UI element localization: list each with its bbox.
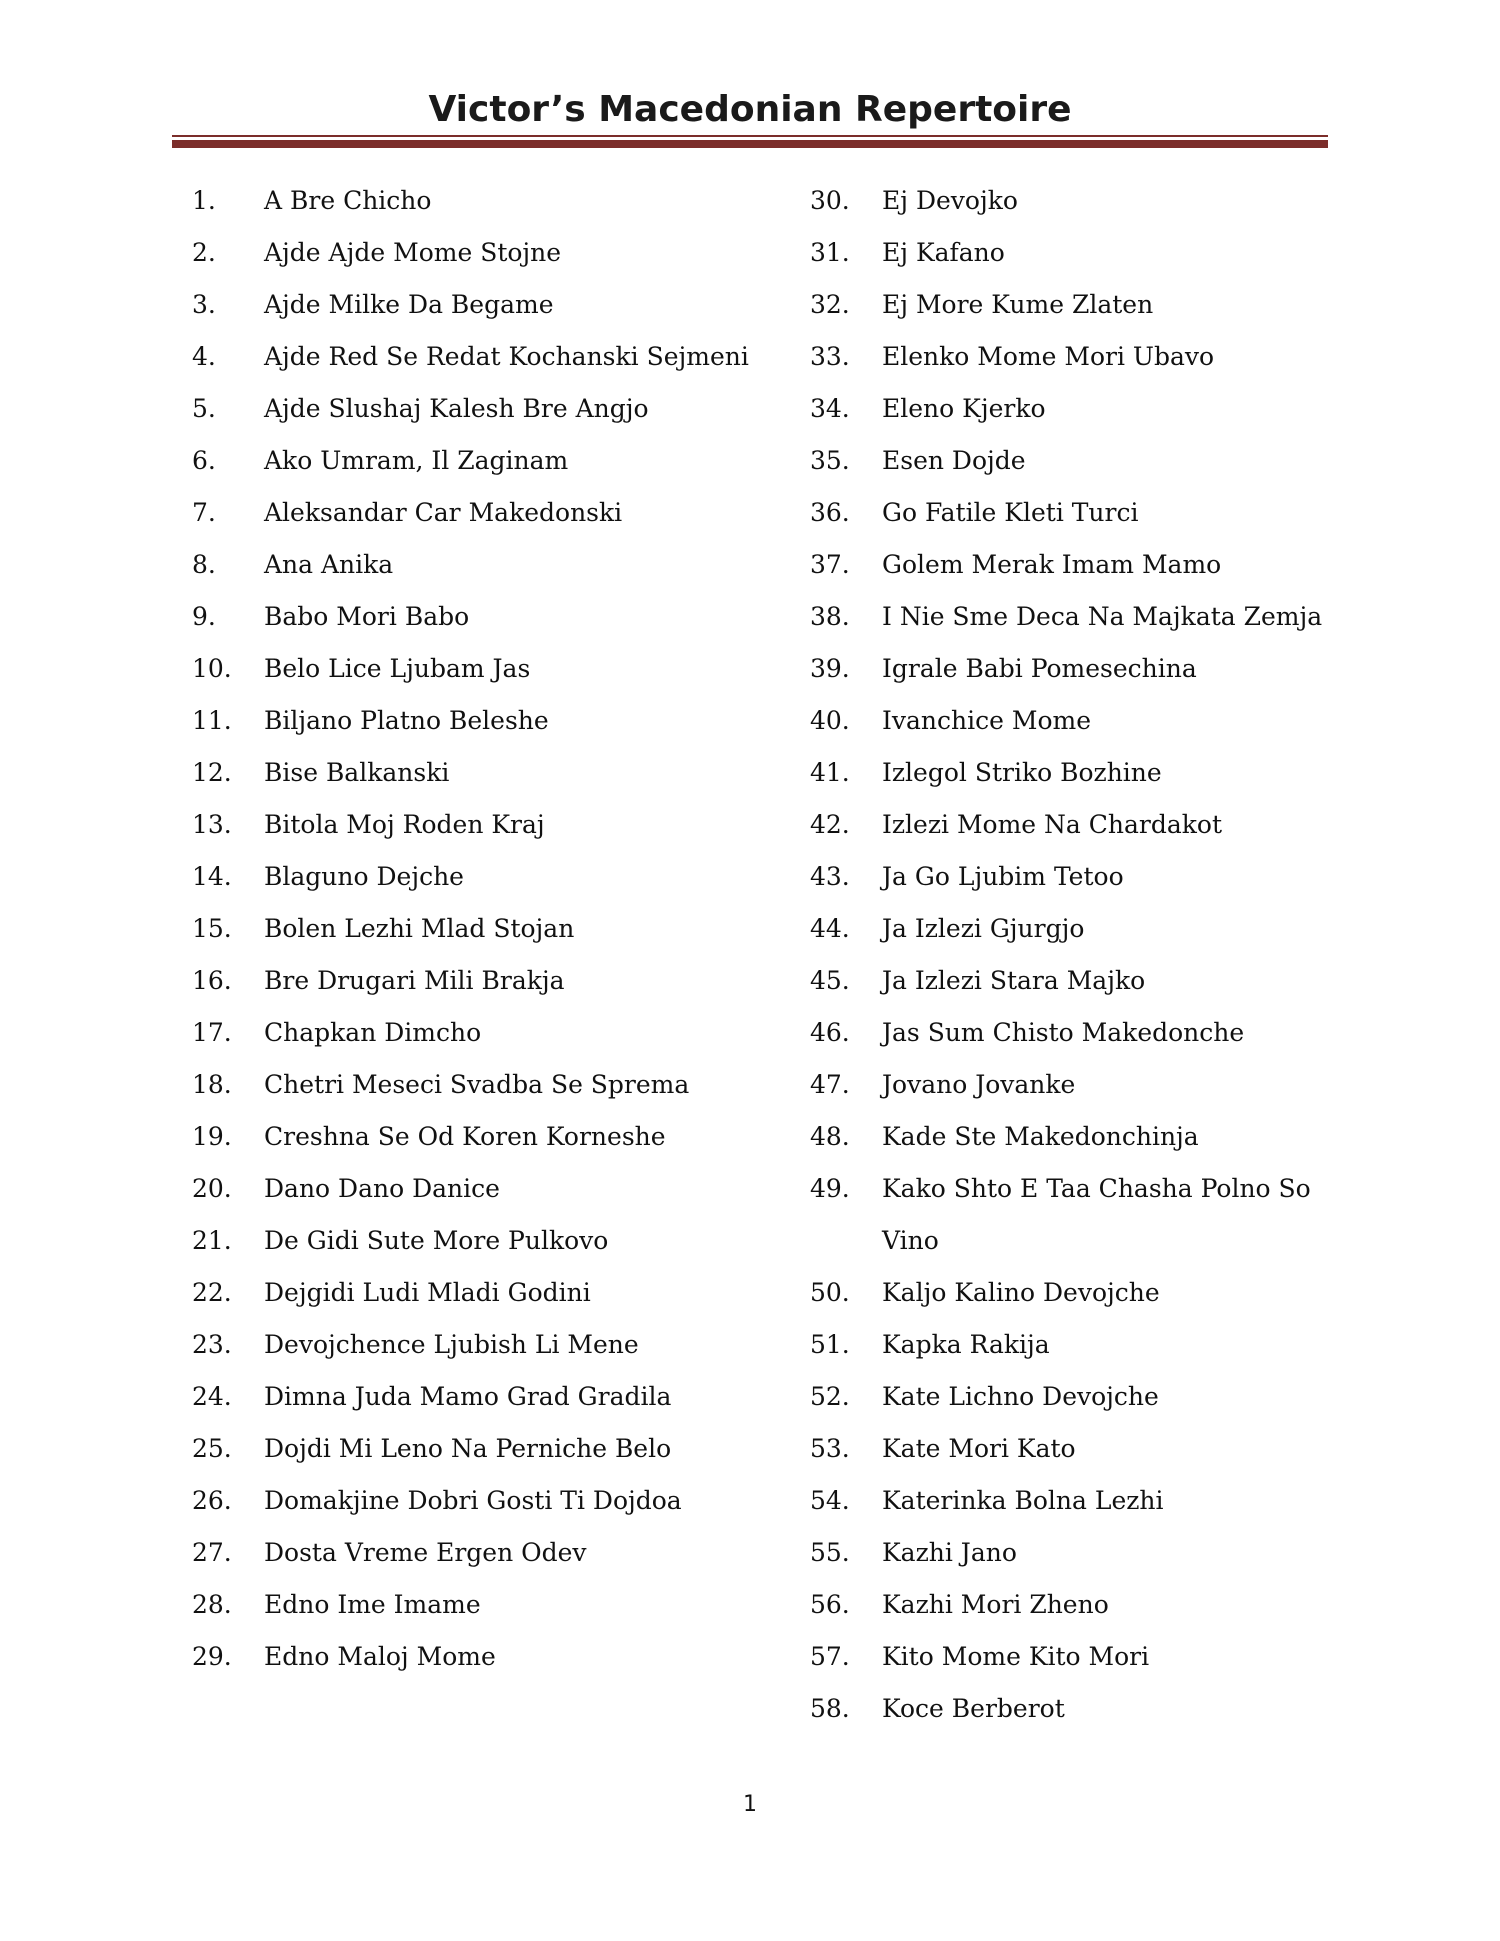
song-title: Ej Kafano [882, 238, 1005, 267]
song-list-item [810, 1319, 1330, 1371]
song-number: 50. [810, 1278, 850, 1307]
song-list-item [810, 1059, 1330, 1111]
song-list-item [192, 1215, 792, 1267]
song-title: Kazhi Mori Zheno [882, 1590, 1109, 1619]
song-title: Dosta Vreme Ergen Odev [264, 1538, 587, 1567]
song-title: Izlegol Striko Bozhine [882, 758, 1162, 787]
song-list-item [810, 851, 1330, 903]
song-list-item [810, 1371, 1330, 1423]
song-title: Edno Maloj Mome [264, 1642, 496, 1671]
page-title: Victor’s Macedonian Repertoire [428, 89, 1072, 130]
song-title: Bitola Moj Roden Kraj [264, 810, 545, 839]
song-list-item [810, 643, 1330, 695]
song-number: 22. [192, 1278, 232, 1307]
song-list-item [192, 331, 792, 383]
song-list-item [192, 1111, 792, 1163]
song-number: 5. [192, 394, 216, 423]
song-number: 57. [810, 1642, 850, 1671]
song-list-item [810, 1111, 1330, 1163]
song-list-item [810, 1631, 1330, 1683]
song-number: 42. [810, 810, 850, 839]
song-number: 13. [192, 810, 232, 839]
song-title: Belo Lice Ljubam Jas [264, 654, 531, 683]
song-title: Aleksandar Car Makedonski [264, 498, 623, 527]
song-number: 54. [810, 1486, 850, 1515]
song-number: 8. [192, 550, 216, 579]
song-title: Edno Ime Imame [264, 1590, 481, 1619]
song-title: I Nie Sme Deca Na Majkata Zemja [882, 602, 1323, 631]
song-list-item [810, 279, 1330, 331]
song-title: Ja Izlezi Stara Majko [882, 966, 1146, 995]
song-number: 53. [810, 1434, 850, 1463]
song-title: Bre Drugari Mili Brakja [264, 966, 565, 995]
song-title: Koce Berberot [882, 1694, 1065, 1723]
song-list-item [810, 1007, 1330, 1059]
song-list-item [192, 747, 792, 799]
song-list-item [192, 1475, 792, 1527]
song-number: 17. [192, 1018, 232, 1047]
song-list-item [810, 487, 1330, 539]
song-number: 12. [192, 758, 232, 787]
song-number: 23. [192, 1330, 232, 1359]
song-number: 3. [192, 290, 216, 319]
song-number: 15. [192, 914, 232, 943]
song-title: Ja Go Ljubim Tetoo [882, 862, 1124, 891]
song-number: 20. [192, 1174, 232, 1203]
song-list-item [192, 279, 792, 331]
song-list-right-column [810, 175, 1330, 1735]
song-title: De Gidi Sute More Pulkovo [264, 1226, 609, 1255]
song-number: 43. [810, 862, 850, 891]
song-list-item [810, 1527, 1330, 1579]
song-list-item [192, 955, 792, 1007]
song-list-item [192, 1267, 792, 1319]
song-number: 16. [192, 966, 232, 995]
song-number: 24. [192, 1382, 232, 1411]
song-number: 49. [810, 1174, 850, 1203]
song-title: Eleno Kjerko [882, 394, 1046, 423]
song-title: Kazhi Jano [882, 1538, 1017, 1567]
song-title: Ja Izlezi Gjurgjo [882, 914, 1085, 943]
song-number: 14. [192, 862, 232, 891]
song-title: Golem Merak Imam Mamo [882, 550, 1222, 579]
song-title: Chapkan Dimcho [264, 1018, 482, 1047]
song-title: Ajde Slushaj Kalesh Bre Angjo [264, 394, 649, 423]
song-list-item [192, 435, 792, 487]
song-number: 2. [192, 238, 216, 267]
song-list-item [810, 955, 1330, 1007]
song-list-item [810, 591, 1330, 643]
song-number: 9. [192, 602, 216, 631]
song-number: 28. [192, 1590, 232, 1619]
song-number: 34. [810, 394, 850, 423]
song-title: Ako Umram, Il Zaginam [264, 446, 569, 475]
song-list-item [810, 1163, 1330, 1267]
song-list-item [192, 1007, 792, 1059]
song-number: 19. [192, 1122, 232, 1151]
song-list-item [192, 1371, 792, 1423]
song-title: Chetri Meseci Svadba Se Sprema [264, 1070, 690, 1099]
song-title: Jas Sum Chisto Makedonche [882, 1018, 1245, 1047]
song-title: Ajde Milke Da Begame [264, 290, 554, 319]
song-title: Devojchence Ljubish Li Mene [264, 1330, 639, 1359]
song-number: 11. [192, 706, 232, 735]
song-title: Jovano Jovanke [882, 1070, 1076, 1099]
song-list-item [192, 227, 792, 279]
page-number: 1 [743, 1792, 757, 1817]
song-list-item [192, 799, 792, 851]
song-list-left-column [192, 175, 792, 1683]
song-number: 4. [192, 342, 216, 371]
song-title: Dano Dano Danice [264, 1174, 500, 1203]
song-title: Esen Dojde [882, 446, 1026, 475]
song-number: 55. [810, 1538, 850, 1567]
song-list-item [192, 539, 792, 591]
song-list-item [192, 1423, 792, 1475]
song-number: 37. [810, 550, 850, 579]
song-number: 1. [192, 186, 216, 215]
song-list-item [810, 1423, 1330, 1475]
title-underline-thick [172, 140, 1328, 148]
song-number: 45. [810, 966, 850, 995]
song-list-item [810, 175, 1330, 227]
song-number: 26. [192, 1486, 232, 1515]
song-title: Kito Mome Kito Mori [882, 1642, 1150, 1671]
song-list-item [810, 227, 1330, 279]
song-number: 31. [810, 238, 850, 267]
song-number: 10. [192, 654, 232, 683]
song-number: 51. [810, 1330, 850, 1359]
song-number: 30. [810, 186, 850, 215]
song-list-item [192, 851, 792, 903]
song-number: 58. [810, 1694, 850, 1723]
song-list-item [810, 799, 1330, 851]
song-title: Katerinka Bolna Lezhi [882, 1486, 1164, 1515]
song-number: 48. [810, 1122, 850, 1151]
song-list-item [810, 331, 1330, 383]
song-list-item [192, 591, 792, 643]
song-number: 35. [810, 446, 850, 475]
song-title: Biljano Platno Beleshe [264, 706, 549, 735]
song-list-item [810, 903, 1330, 955]
song-number: 6. [192, 446, 216, 475]
song-title: Kate Mori Kato [882, 1434, 1076, 1463]
song-title: Go Fatile Kleti Turci [882, 498, 1139, 527]
song-number: 21. [192, 1226, 232, 1255]
song-title: Creshna Se Od Koren Korneshe [264, 1122, 666, 1151]
title-underline-thin [172, 135, 1328, 137]
song-title: Kate Lichno Devojche [882, 1382, 1159, 1411]
song-number: 44. [810, 914, 850, 943]
song-number: 32. [810, 290, 850, 319]
song-title: Ej More Kume Zlaten [882, 290, 1154, 319]
song-number: 39. [810, 654, 850, 683]
song-number: 25. [192, 1434, 232, 1463]
song-title: A Bre Chicho [264, 186, 432, 215]
song-list-item [192, 1631, 792, 1683]
song-list-item [810, 1475, 1330, 1527]
song-title: Ajde Ajde Mome Stojne [264, 238, 562, 267]
song-title: Ivanchice Mome [882, 706, 1091, 735]
song-number: 18. [192, 1070, 232, 1099]
song-list-item [192, 695, 792, 747]
song-number: 40. [810, 706, 850, 735]
song-title: Dejgidi Ludi Mladi Godini [264, 1278, 591, 1307]
song-number: 29. [192, 1642, 232, 1671]
song-title: Igrale Babi Pomesechina [882, 654, 1197, 683]
song-number: 27. [192, 1538, 232, 1567]
song-number: 41. [810, 758, 850, 787]
song-number: 52. [810, 1382, 850, 1411]
song-number: 56. [810, 1590, 850, 1619]
song-list-item [810, 1683, 1330, 1735]
song-title: Ej Devojko [882, 186, 1018, 215]
song-list-item [192, 175, 792, 227]
song-number: 47. [810, 1070, 850, 1099]
song-list-item [192, 1319, 792, 1371]
song-title: Elenko Mome Mori Ubavo [882, 342, 1215, 371]
song-title: Kako Shto E Taa Chasha Polno So Vino [882, 1174, 1311, 1255]
song-list-item [810, 383, 1330, 435]
song-title: Dojdi Mi Leno Na Perniche Belo [264, 1434, 672, 1463]
song-number: 7. [192, 498, 216, 527]
song-title: Kaljo Kalino Devojche [882, 1278, 1160, 1307]
song-list-item [810, 1267, 1330, 1319]
song-list-item [810, 695, 1330, 747]
song-list-item [810, 1579, 1330, 1631]
song-list-item [192, 643, 792, 695]
song-list-item [810, 747, 1330, 799]
song-title: Ana Anika [264, 550, 394, 579]
song-number: 46. [810, 1018, 850, 1047]
song-list-item [810, 539, 1330, 591]
song-list-item [192, 487, 792, 539]
song-title: Bise Balkanski [264, 758, 450, 787]
song-list-item [192, 1163, 792, 1215]
song-list-item [192, 1527, 792, 1579]
song-title: Bolen Lezhi Mlad Stojan [264, 914, 575, 943]
song-list-item [810, 435, 1330, 487]
song-title: Izlezi Mome Na Chardakot [882, 810, 1223, 839]
song-title: Kade Ste Makedonchinja [882, 1122, 1199, 1151]
song-number: 38. [810, 602, 850, 631]
song-number: 33. [810, 342, 850, 371]
song-list-item [192, 903, 792, 955]
song-title: Babo Mori Babo [264, 602, 470, 631]
song-title: Blaguno Dejche [264, 862, 464, 891]
song-title: Domakjine Dobri Gosti Ti Dojdoa [264, 1486, 682, 1515]
song-title: Dimna Juda Mamo Grad Gradila [264, 1382, 672, 1411]
song-number: 36. [810, 498, 850, 527]
song-title: Ajde Red Se Redat Kochanski Sejmeni [264, 342, 749, 371]
song-list-item [192, 1579, 792, 1631]
song-title: Kapka Rakija [882, 1330, 1050, 1359]
song-list-item [192, 383, 792, 435]
song-list-item [192, 1059, 792, 1111]
